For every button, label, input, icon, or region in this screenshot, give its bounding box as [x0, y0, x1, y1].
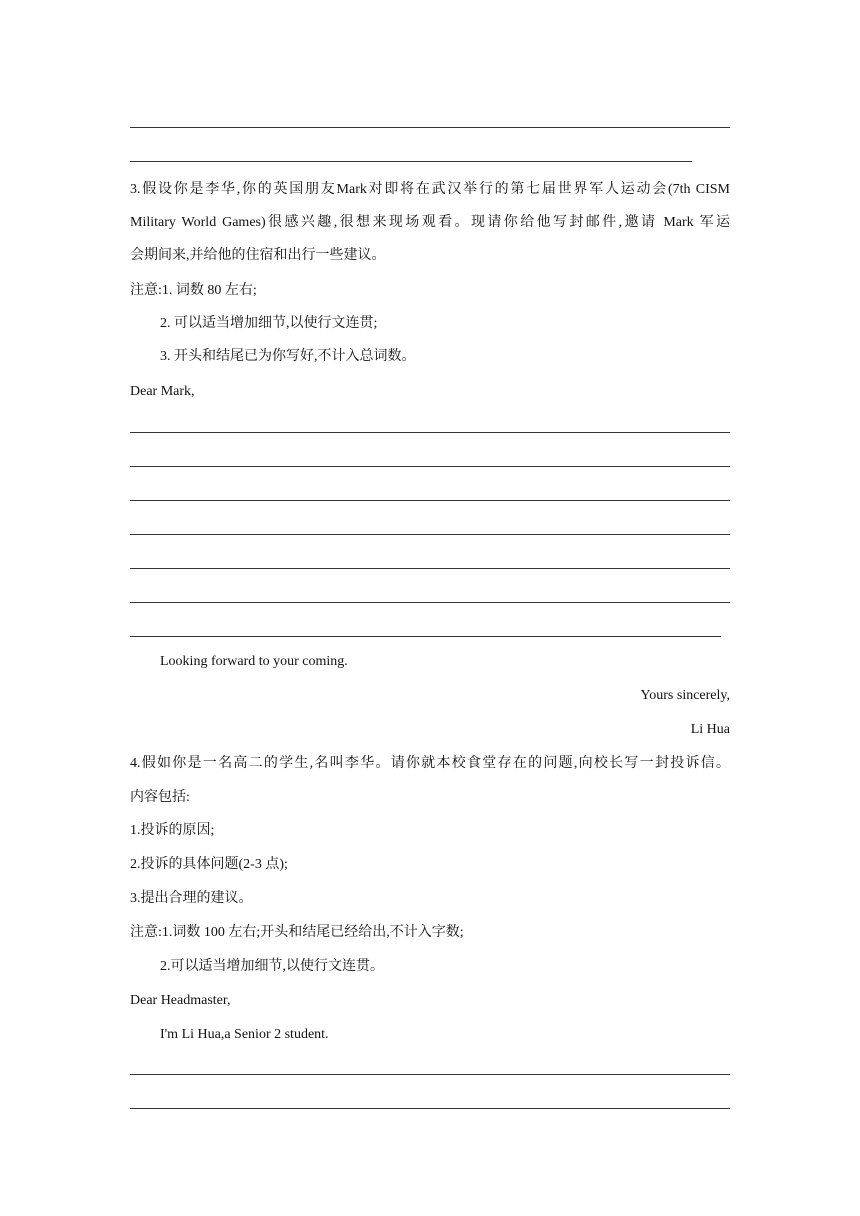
q3-answer-line[interactable] — [130, 602, 730, 603]
q4-note: 2.可以适当增加细节,以使行文连贯。 — [160, 959, 384, 974]
q3-answer-line[interactable] — [130, 568, 730, 569]
q3-prompt-line: 会期间来,并给他的住宿和出行一些建议。 — [130, 248, 386, 263]
q3-closing-line: Looking forward to your coming. — [160, 654, 348, 669]
q4-item: 2.投诉的具体问题(2-3 点); — [130, 857, 288, 872]
q3-signature: Li Hua — [690, 722, 730, 737]
q4-answer-line[interactable] — [130, 1108, 730, 1109]
q3-answer-line[interactable] — [130, 636, 721, 637]
q3-answer-line[interactable] — [130, 500, 730, 501]
answer-line — [130, 161, 692, 162]
answer-line — [130, 127, 730, 128]
q3-note: 3. 开头和结尾已为你写好,不计入总词数。 — [160, 349, 416, 364]
q3-signoff: Yours sincerely, — [640, 688, 730, 703]
q3-answer-line[interactable] — [130, 466, 730, 467]
q4-prompt-line: 4.假如你是一名高二的学生,名叫李华。请你就本校食堂存在的问题,向校长写一封投诉信。 — [130, 756, 730, 771]
q4-content-intro: 内容包括: — [130, 790, 190, 805]
q4-note: 注意:1.词数 100 左右;开头和结尾已经给出,不计入字数; — [130, 925, 464, 940]
q4-answer-line[interactable] — [130, 1074, 730, 1075]
q4-item: 3.提出合理的建议。 — [130, 891, 253, 906]
q3-note: 2. 可以适当增加细节,以使行文连贯; — [160, 316, 378, 331]
q4-item: 1.投诉的原因; — [130, 823, 215, 838]
q3-note: 注意:1. 词数 80 左右; — [130, 283, 257, 298]
q3-prompt-line: 3.假设你是李华,你的英国朋友Mark对即将在武汉举行的第七届世界军人运动会(7th CISM — [130, 182, 730, 197]
q3-salutation: Dear Mark, — [130, 384, 195, 399]
q3-prompt-line: Military World Games)很感兴趣,很想来现场观看。现请你给他写封邮件,邀请 Mark 军运 — [130, 215, 730, 230]
q4-salutation: Dear Headmaster, — [130, 993, 231, 1008]
q4-opening: I'm Li Hua,a Senior 2 student. — [160, 1027, 329, 1042]
q3-answer-line[interactable] — [130, 534, 730, 535]
q3-answer-line[interactable] — [130, 432, 730, 433]
